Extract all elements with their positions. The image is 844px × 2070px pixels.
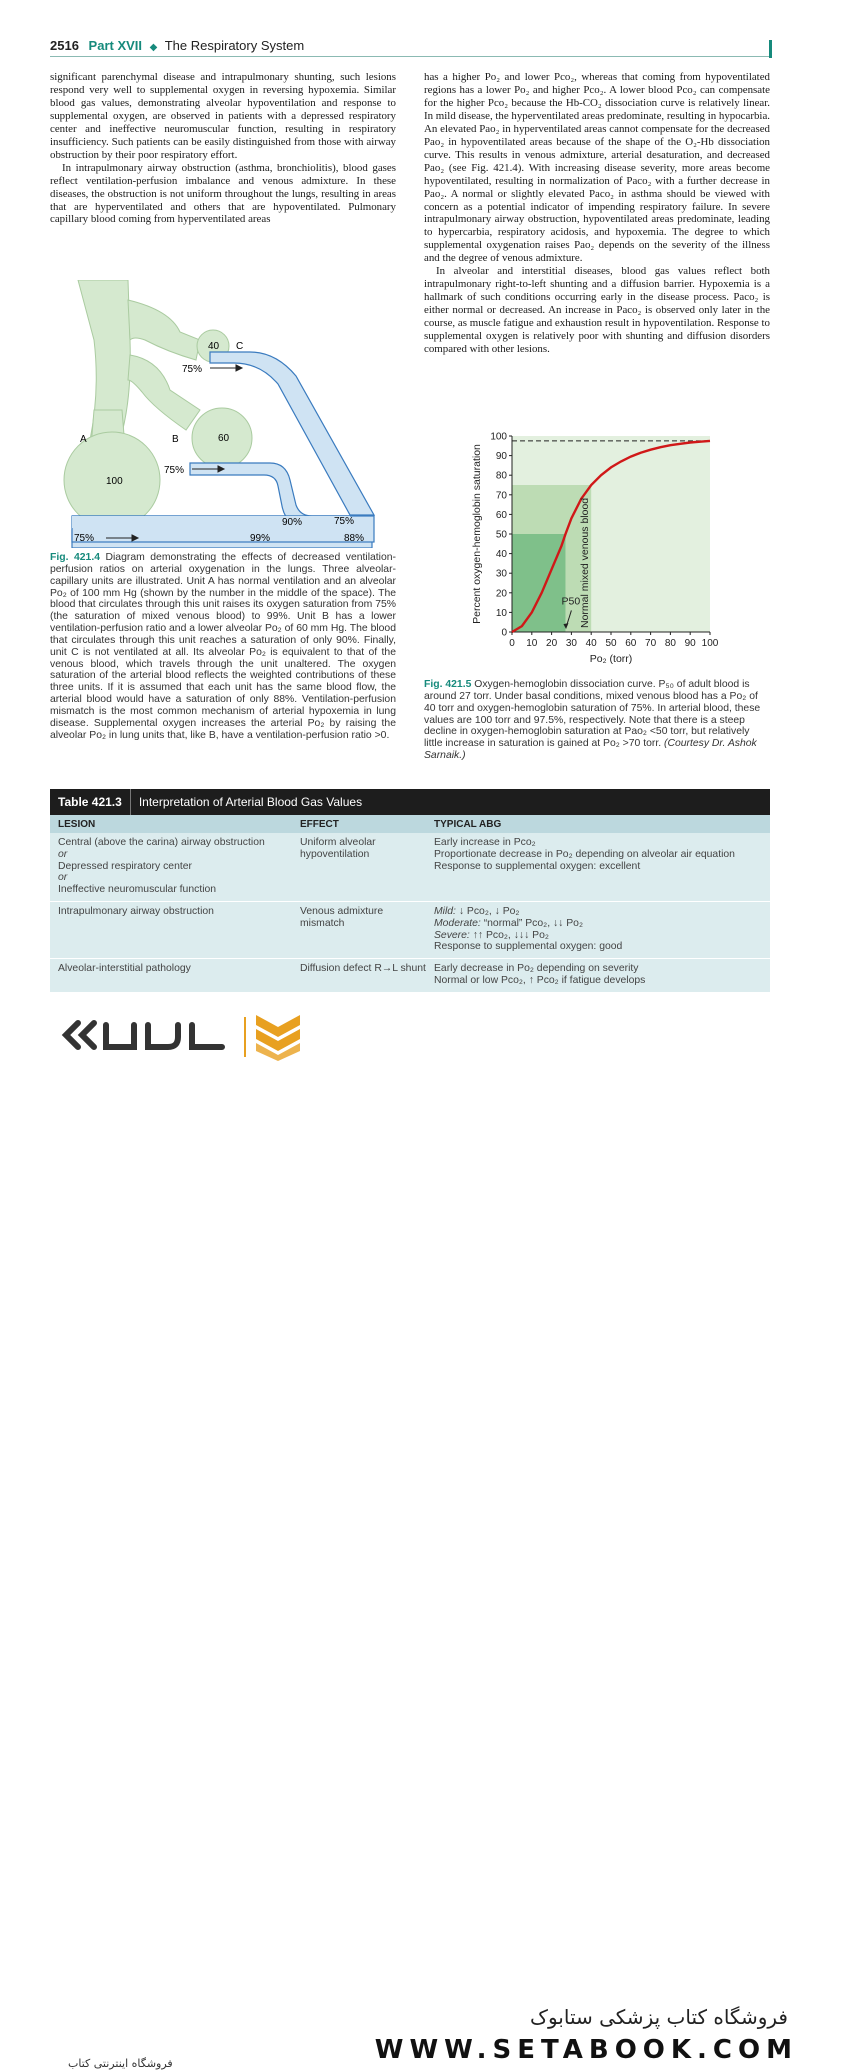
effect-cell: Venous admixture mismatch bbox=[300, 905, 384, 929]
cell-line bbox=[434, 930, 770, 942]
sat-mixed: 88% bbox=[344, 533, 365, 544]
header-lesion: LESION bbox=[58, 818, 96, 830]
table-number: Table 421.3 bbox=[50, 789, 131, 815]
y-tick-label: 30 bbox=[495, 568, 507, 580]
header-accent-bar bbox=[769, 40, 772, 58]
table-row bbox=[50, 902, 770, 959]
severity-value: ↓ Pco₂, ↓ Po₂ bbox=[458, 905, 520, 917]
figure-label: Fig. 421.4 bbox=[50, 552, 100, 563]
figure-label: Fig. 421.5 bbox=[424, 679, 472, 690]
caption-text: Diagram demonstrating the effects of decreased ventilation-perfusion ratios on arterial oxygenation in the lungs. Three alveolar-capillary units are illustrated. Unit A has normal ventilation and an alveolar Po₂ of 100 mm Hg (shown by the number in the middle of the space). The blood that circulates through this unit raises its oxygen saturation from 75% (the saturation of mixed venous blood) to 99%. Unit B has a lower ventilation-perfusion ratio and a lower alveolar Po₂ of 60 mm Hg. The blood that circulates through this unit reaches a saturation of only 90%. Finally, unit C is not ventilated at all. Its alveolar Po₂ is equivalent to that of the venous blood, which travels through the unit unaltered. The oxygen saturation of the arterial blood reflects the weighted contributions of these three units. If it is assumed that each unit has the same blood flow, the arterial blood would have a saturation of only 88%. Ventilation-perfusion mismatch is the most common mechanism of arterial hypoxemia in lung disease. Supplemental oxygen increases the arterial Po₂ by raising the alveolar Po₂ in lung units that, like B, have a ventilation-perfusion ratio >0. bbox=[50, 552, 396, 741]
cell-line: Early increase in Pco₂ bbox=[434, 837, 536, 848]
severity-value: ↑↑ Pco₂, ↓↓↓ Po₂ bbox=[472, 929, 549, 941]
cell-line: Response to supplemental oxygen: good bbox=[434, 941, 623, 953]
x-tick-label: 50 bbox=[605, 638, 617, 649]
paragraph: has a higher Po₂ and lower Pco₂, whereas that coming from hypoventilated regions has a lower Po₂ and higher Pco₂. A lower blood Pco₂ can compensate for the higher Pco₂ because the Hb-CO₂ dissociation curve is relatively linear. In mild disease, the hyperventilated areas predominate, resulting in hypocarbia. An elevated Pao₂ in hyperventilated areas cannot compensate for the decreased Pao₂ in hypoventilated areas because of the shape of the O₂-Hb dissociation curve. This results in venous admixture, arterial desaturation, and decreased Pao₂ (see Fig. 421.4). With increasing disease severity, more areas become hypoventilated, resulting in normalization of Paco₂ with a further decrease in Pao₂. A normal or slightly elevated Paco₂ in asthma should be viewed with concern as a potential indicator of impending respiratory failure. In severe intrapulmonary airway obstruction, hypoventilated areas predominate, leading to hypercarbia, respiratory acidosis, and hypoxemia. The degree to which supplemental oxygenation raises Pao₂ depends on the severity of the illness and the degree of venous admixture. bbox=[424, 71, 770, 265]
unit-b-label: B bbox=[172, 434, 179, 445]
abg-cell bbox=[430, 906, 770, 953]
y-tick-label: 20 bbox=[495, 588, 507, 600]
y-tick-label: 10 bbox=[495, 607, 507, 619]
y-tick-label: 60 bbox=[495, 509, 507, 521]
header-effect: EFFECT bbox=[300, 818, 339, 830]
table-title-bar bbox=[50, 789, 770, 815]
table-title: Interpretation of Arterial Blood Gas Values bbox=[138, 795, 363, 809]
alveolar-po2-b: 60 bbox=[218, 433, 230, 444]
y-tick-label: 0 bbox=[501, 627, 507, 639]
venous-label: Normal mixed venous blood bbox=[579, 497, 592, 628]
part-label: Part XVII bbox=[88, 38, 143, 53]
caption-text: Oxygen-hemoglobin dissociation curve. P₅₀ of adult blood is around 27 torr. Under basal conditions, mixed venous blood has a Po₂ of 40 torr and oxygen-hemoglobin saturation of 75%. In arterial blood, these values are 100 torr and 97.5%, respectively. Note that there is a steep decline in oxygen-hemoglobin saturation at Pao₂ <50 torr, but relatively little increase in saturation is gained at Po₂ >70 torr. bbox=[424, 679, 761, 750]
y-tick-label: 100 bbox=[490, 431, 507, 443]
x-tick-label: 10 bbox=[526, 638, 538, 649]
paragraph: significant parenchymal disease and intrapulmonary shunting, such lesions respond very well to supplemental oxygen in reversing hypoxemia. Similar blood gas values, demonstrating alveolar hypoventilation and response to supplemental oxygen, are observed in patients with a depressed respiratory center and ineffective neuromuscular function, resulting in respiratory insufficiency. Such patients can be easily distinguished from those with airway obstruction by their poor respiratory effort. bbox=[50, 71, 396, 161]
cell-line: Central (above the carina) airway obstruction bbox=[58, 837, 265, 848]
sat-in-b: 75% bbox=[164, 465, 185, 476]
cell-line: or bbox=[58, 872, 68, 884]
page-number: 2516 bbox=[50, 38, 79, 53]
x-tick-label: 0 bbox=[509, 638, 515, 649]
header-rule bbox=[50, 56, 772, 57]
figure-caption-421-5 bbox=[424, 679, 770, 762]
sat-in-a: 75% bbox=[74, 533, 95, 544]
cell-line: Normal or low Pco₂, ↑ Pco₂ if fatigue develops bbox=[434, 974, 646, 986]
diamond-icon: ◆ bbox=[149, 42, 158, 53]
left-column bbox=[50, 71, 396, 226]
abg-table bbox=[50, 789, 770, 993]
sat-out-b: 90% bbox=[282, 517, 303, 528]
p50-region bbox=[512, 534, 565, 632]
y-axis-label: Percent oxygen-hemoglobin saturation bbox=[471, 444, 483, 624]
y-tick-label: 40 bbox=[495, 549, 507, 561]
alveolar-po2-c: 40 bbox=[208, 341, 220, 352]
cell-line: Early decrease in Po₂ depending on severity bbox=[434, 963, 639, 975]
airway-branch-c bbox=[128, 300, 200, 360]
unit-a-label: A bbox=[80, 434, 87, 445]
effect-cell: Uniform alveolar hypoventilation bbox=[300, 837, 376, 860]
y-tick-label: 70 bbox=[495, 490, 507, 502]
header-abg: TYPICAL ABG bbox=[434, 818, 502, 830]
section-title: The Respiratory System bbox=[164, 38, 305, 53]
cell-line bbox=[434, 918, 770, 930]
footer-banner bbox=[0, 995, 844, 2070]
unit-c-label: C bbox=[236, 341, 244, 352]
x-tick-label: 80 bbox=[664, 638, 676, 649]
cell-line: or bbox=[58, 848, 68, 860]
lesion-cell: Alveolar-interstitial pathology bbox=[58, 963, 191, 975]
figure-caption-421-4 bbox=[50, 552, 396, 742]
severity-value: “normal” Pco₂, ↓↓ Po₂ bbox=[483, 917, 583, 929]
x-tick-label: 90 bbox=[684, 638, 696, 649]
running-header bbox=[50, 38, 772, 56]
cell-line: Depressed respiratory center bbox=[58, 860, 192, 872]
y-tick-label: 90 bbox=[495, 451, 507, 463]
sat-out-c: 75% bbox=[334, 516, 355, 527]
ventilation-perfusion-diagram bbox=[50, 280, 396, 548]
severity-label: Severe: bbox=[434, 929, 470, 941]
x-tick-label: 30 bbox=[565, 638, 577, 649]
x-tick-label: 20 bbox=[546, 638, 558, 649]
table-body bbox=[50, 833, 770, 993]
table-row bbox=[50, 833, 770, 902]
caption-credit: (Courtesy Dr. Ashok Sarnaik.) bbox=[424, 738, 757, 762]
y-tick-label: 50 bbox=[495, 529, 507, 541]
sat-out-a: 99% bbox=[250, 533, 271, 544]
abg-cell bbox=[430, 837, 770, 896]
x-axis-label: Po₂ (torr) bbox=[589, 653, 633, 665]
shop-url: WWW.SETABOOK.COM bbox=[374, 2035, 798, 2065]
right-column bbox=[424, 71, 770, 356]
x-tick-label: 100 bbox=[701, 638, 719, 649]
cell-line: Proportionate decrease in Po₂ depending on alveolar air equation bbox=[434, 848, 735, 860]
cell-line bbox=[434, 906, 770, 918]
y-tick-label: 80 bbox=[495, 470, 507, 482]
abg-cell bbox=[430, 963, 770, 987]
cell-line: Response to supplemental oxygen: excellent bbox=[434, 860, 641, 872]
shop-name: فروشگاه کتاب پزشکی ستابوک bbox=[530, 2005, 788, 2029]
lesion-cell bbox=[50, 837, 296, 896]
x-tick-label: 70 bbox=[645, 638, 657, 649]
sat-in-c: 75% bbox=[182, 364, 203, 375]
p50-label: P50 bbox=[561, 595, 581, 608]
severity-label: Moderate: bbox=[434, 917, 481, 929]
paragraph: In intrapulmonary airway obstruction (asthma, bronchiolitis), blood gases reflect ventilation-perfusion imbalance and venous admixture. In these diseases, the obstruction is not uniform throughout the lungs, resulting in areas that are hyperventilated and others that are hypoventilated. Pulmonary capillary blood coming from hyperventilated areas bbox=[50, 161, 396, 226]
alveolar-po2-a: 100 bbox=[106, 476, 123, 487]
logo-tagline: فروشگاه اینترنتی کتاب bbox=[68, 2057, 173, 2070]
table-header-row bbox=[50, 815, 770, 833]
x-tick-label: 60 bbox=[625, 638, 637, 649]
setabook-logo bbox=[60, 1013, 310, 1061]
oxygen-dissociation-chart bbox=[462, 428, 732, 676]
x-tick-label: 40 bbox=[585, 638, 597, 649]
effect-cell: Diffusion defect R→L shunt bbox=[300, 963, 426, 975]
table-row bbox=[50, 959, 770, 993]
cell-line: Ineffective neuromuscular function bbox=[58, 884, 217, 896]
severity-label: Mild: bbox=[434, 905, 456, 917]
paragraph: In alveolar and interstitial diseases, blood gas values reflect both intrapulmonary right-to-left shunting and a diffusion barrier. Hypoxemia is a hallmark of such conditions occurring early in the disease process. Paco₂ is either normal or decreased. An increase in Paco₂ is observed only later in the course, as muscle fatigue and exhaustion result in hypoventilation. Response to supplemental oxygen is relatively poor with shunting and diffusion disorders compared with other lesions. bbox=[424, 265, 770, 356]
lesion-cell: Intrapulmonary airway obstruction bbox=[58, 905, 214, 917]
